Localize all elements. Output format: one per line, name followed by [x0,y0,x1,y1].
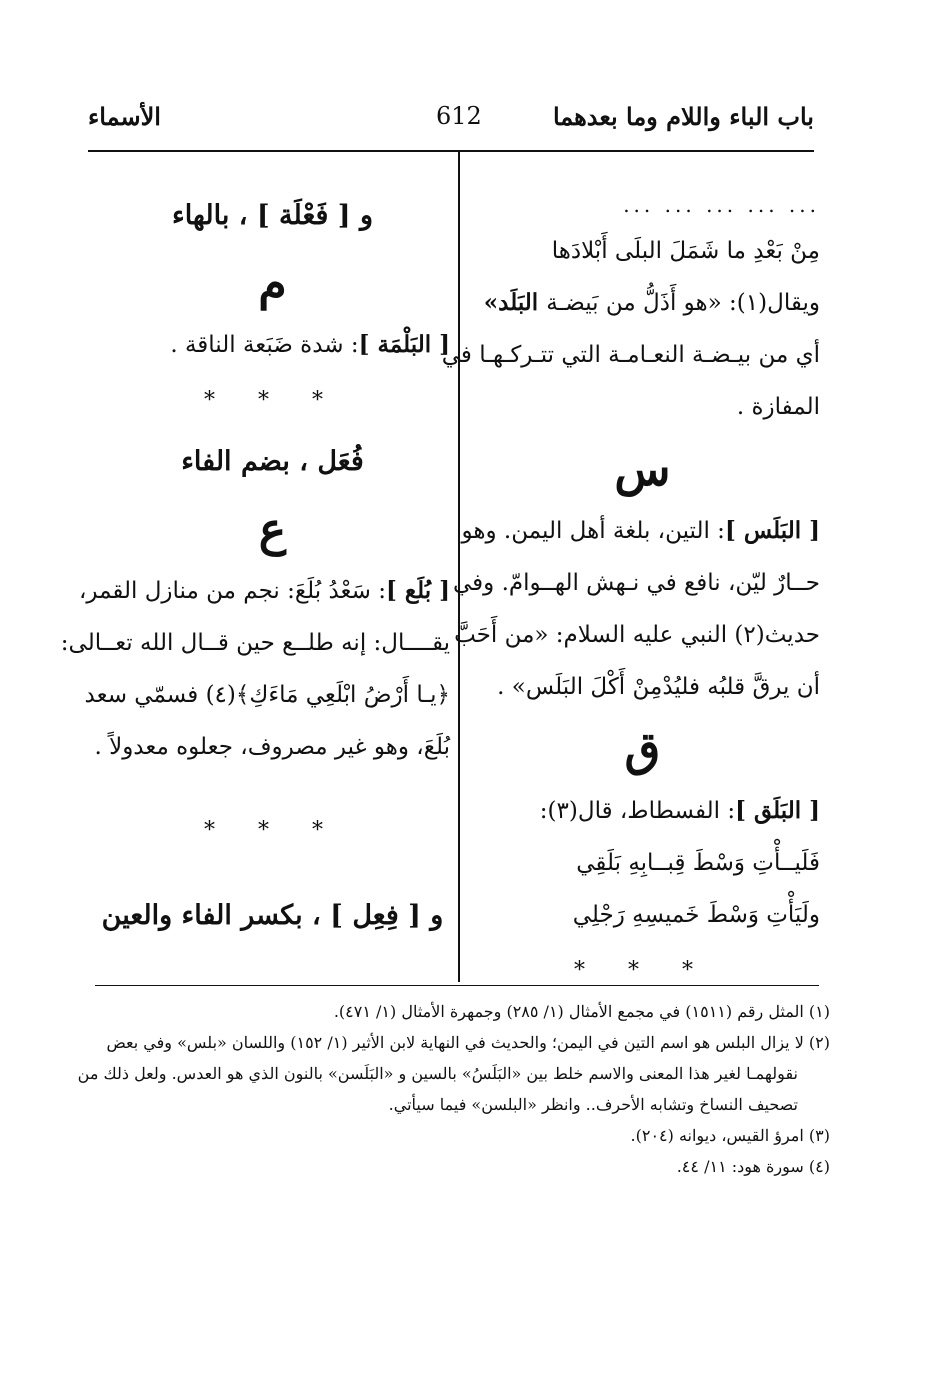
footnote-2-cont: نقولهمـا لغير هذا المعنى والاسم خلط بين «البَلَسُ» بالسين و «البَلَسن» بالنون الذي هو العدس. ولعل ذلك من [77,1064,798,1083]
letter-heading-mim: م [258,256,287,310]
separator-stars: * * * [204,818,341,843]
entry-balas: [ البَلَس ]: التين، بلغة أهل اليمن. وهو [461,517,820,544]
entry-balma: [ البَلْمَة ]: شدة ضَبَعة الناقة . [170,331,450,358]
letter-heading-ain: ع [258,502,287,556]
right-column [441,185,820,1001]
footnote-4: (٤) سورة هود: ١١/ ٤٤. [676,1157,830,1176]
footnote-2-cont: تصحيف النساخ وتشابه الأحرف.. وانظر «البلسن» فيما سيأتي. [388,1095,798,1114]
explanation-line: أي من بيـضـة النعـامـة التي تتـركـهـا في [441,342,820,368]
chapter-title: باب الباء واللام وما بعدهما [552,102,814,131]
letter-heading-sin: س [614,442,671,496]
entry-text: بُلَعَ، وهو غير مصروف، جعلوه معدولاً . [94,734,450,760]
section-heading: و [ فَعْلَة ] ، بالهاء [172,200,373,231]
separator-stars: * * * [574,958,711,983]
verse-line: ولَيَأْتِ وَسْطَ خَميسِهِ رَجْلِي [572,902,820,928]
entry-text: حــارٌ ليّن، نافع في نـهش الهــوامّ. وفي [452,570,820,596]
footnote-2: (٢) لا يزال البلس هو اسم التين في اليمن؛ والحديث في النهاية لابن الأثير (١/ ١٥٢) واللسان «بلس» وفي بعض [106,1033,830,1052]
letter-heading-qaf: ق [624,722,661,776]
entry-text: ﴿يـا أَرْضُ ابْلَعِي مَاءَكِ﴾(٤) فسمّي سعد [84,682,450,708]
entry-text: يقــــال: إنه طلــع حين قــال الله تعــالى: [60,630,450,656]
section-heading: فُعَل ، بضم الفاء [181,446,364,477]
entry-text: حديث(٢) النبي عليه السلام: «من أَحَبَّ [454,622,820,648]
explanation-line: المفازة . [736,394,820,420]
header-rule [88,150,814,152]
footnote-3: (٣) امرؤ القيس، ديوانه (٢٠٤). [630,1126,830,1145]
section-heading: و [ فِعِل ] ، بكسر الفاء والعين [101,900,444,931]
verse-line: مِنْ بَعْدِ ما شَمَلَ البلَى أَبْلادَها [551,238,820,264]
separator-stars: * * * [204,388,341,413]
page-number: 612 [436,102,482,130]
entry-balaq: [ البَلَق ]: الفسطاط، قال(٣): [539,797,820,824]
verse-line: فَلَيــأْتِ وَسْطَ قِبــابِهِ بَلَقِي [576,850,820,876]
entry-text: أن يرقَّ قلبُه فليُدْمِنْ أَكْلَ البَلَس» . [497,674,820,700]
ellipsis-line: ... ... ... ... ... [623,193,820,217]
footnotes [77,996,830,1182]
saying-line: ويقال(١): «هو أَذَلُّ من بَيضـة البَلَد» [483,289,820,316]
footnote-rule [95,985,819,986]
entry-bula: [ بُلَع ]: سَعْدُ بُلَعَ: نجم من منازل القمر، [78,577,450,604]
section-title: الأسماء [88,102,161,131]
footnote-1: (١) المثل رقم (١٥١١) في مجمع الأمثال (١/ ٢٨٥) وجمهرة الأمثال (١/ ٤٧١). [333,1002,830,1021]
left-column [60,185,450,947]
